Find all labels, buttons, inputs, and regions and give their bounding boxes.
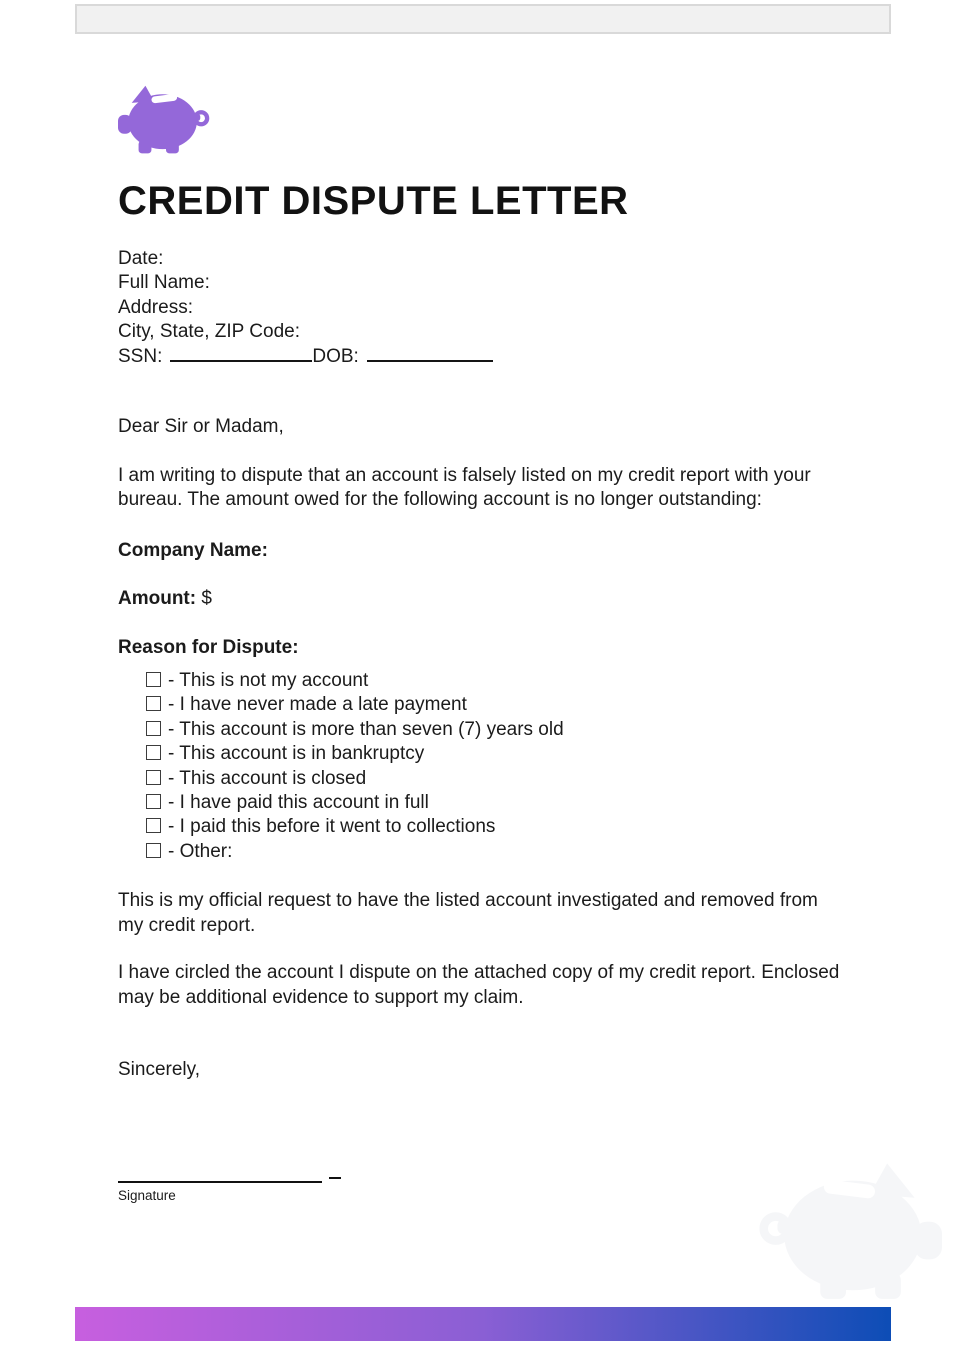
salutation: Dear Sir or Madam,: [118, 416, 284, 438]
signature-line-field[interactable]: [118, 1165, 322, 1183]
city-state-zip-label: City, State, ZIP Code:: [118, 321, 300, 343]
reason-dash: -: [168, 694, 175, 716]
address-label: Address:: [118, 296, 193, 318]
reason-dash: -: [168, 792, 175, 814]
reason-dash: -: [168, 767, 175, 789]
reason-checkbox[interactable]: [146, 770, 161, 785]
signature-block: [118, 1165, 858, 1203]
amount-currency-symbol: $: [201, 588, 212, 610]
piggy-bank-watermark-icon: [750, 1160, 942, 1304]
reason-text: Other:: [179, 840, 233, 862]
reason-checkbox[interactable]: [146, 696, 161, 711]
reason-dash: -: [168, 840, 175, 862]
signature-label: Signature: [118, 1187, 176, 1203]
reason-checkbox[interactable]: [146, 721, 161, 736]
reason-item: [146, 815, 858, 839]
reason-checkbox[interactable]: [146, 745, 161, 760]
reason-text: This account is more than seven (7) years old: [179, 718, 564, 740]
reason-list: [118, 669, 858, 864]
reason-item: [146, 693, 858, 717]
reason-text: This account is in bankruptcy: [179, 743, 425, 765]
reason-dash: -: [168, 816, 175, 838]
reason-dash: -: [168, 670, 175, 692]
closing-salutation: Sincerely,: [118, 1059, 201, 1081]
reason-text: I paid this before it went to collections: [179, 816, 496, 838]
reason-item: [146, 718, 858, 742]
document-header-bar: [75, 4, 891, 34]
date-label: Date:: [118, 248, 164, 269]
dob-blank-field[interactable]: [367, 345, 493, 362]
page-title: CREDIT DISPUTE LETTER: [118, 179, 629, 223]
reason-text: I have never made a late payment: [179, 694, 467, 716]
reason-text: This is not my account: [179, 670, 369, 692]
letter-content: [118, 84, 858, 1203]
ssn-blank-field[interactable]: [170, 345, 312, 362]
request-paragraph: This is my official request to have the listed account investigated and removed from my credit report.: [118, 890, 818, 936]
amount-label: Amount:: [118, 588, 197, 610]
reason-checkbox[interactable]: [146, 843, 161, 858]
reason-item: [146, 840, 858, 864]
ssn-dob-line: [118, 345, 858, 369]
reason-dash: -: [168, 718, 175, 740]
reason-dash: -: [168, 743, 175, 765]
recipient-info-block: [118, 247, 858, 369]
ssn-label: SSN:: [118, 345, 163, 367]
reason-checkbox[interactable]: [146, 818, 161, 833]
reason-text: This account is closed: [179, 767, 367, 789]
reason-text: I have paid this account in full: [179, 792, 429, 814]
piggy-bank-logo-icon: [118, 84, 214, 156]
reason-item: [146, 742, 858, 766]
dob-label: DOB:: [312, 345, 359, 367]
signature-line-tick: [329, 1177, 341, 1179]
reason-item: [146, 767, 858, 791]
footer-gradient-bar: [75, 1307, 891, 1341]
evidence-paragraph: I have circled the account I dispute on the attached copy of my credit report. Enclosed may be additional evidence to support my claim.: [118, 962, 840, 1008]
reason-for-dispute-label: Reason for Dispute:: [118, 636, 299, 658]
full-name-label: Full Name:: [118, 272, 210, 294]
intro-paragraph: I am writing to dispute that an account is falsely listed on my credit report with your bureau. The amount owed for the following account is no longer outstanding:: [118, 464, 811, 511]
reason-item: [146, 669, 858, 693]
reason-checkbox[interactable]: [146, 672, 161, 687]
company-name-label: Company Name:: [118, 539, 268, 561]
amount-line: [118, 587, 858, 612]
reason-item: [146, 791, 858, 815]
reason-checkbox[interactable]: [146, 794, 161, 809]
